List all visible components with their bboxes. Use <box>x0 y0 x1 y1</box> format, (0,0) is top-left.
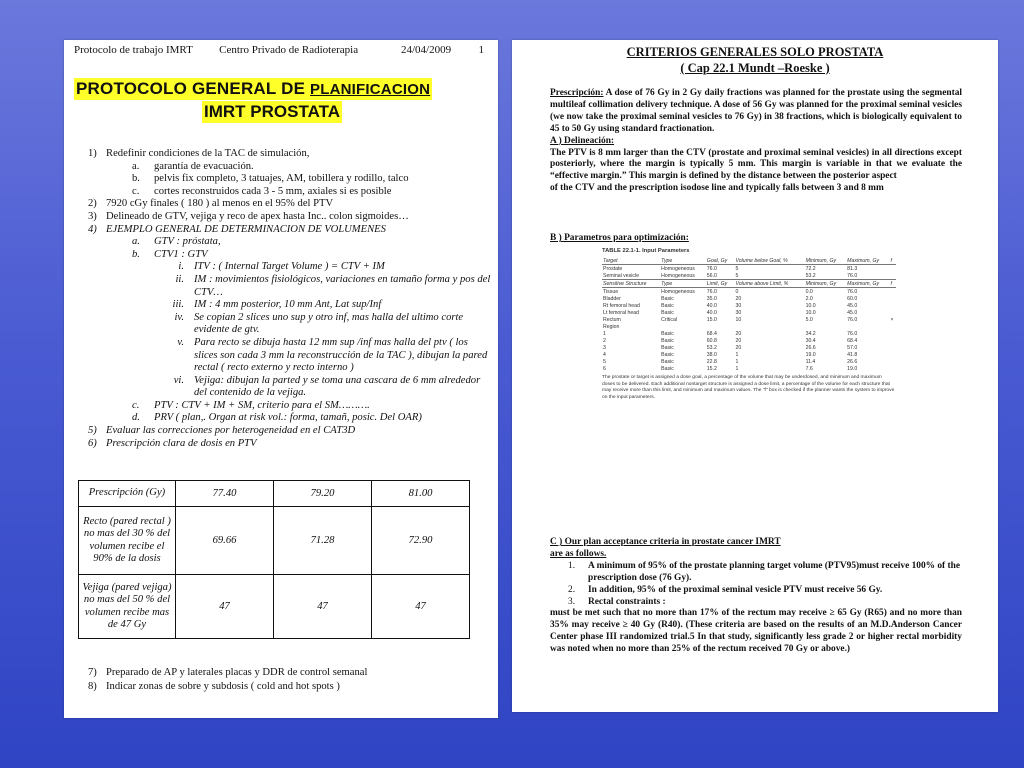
page-title <box>74 78 490 123</box>
table-cell: 5 <box>603 358 606 365</box>
table-cell: 45.0 <box>847 309 858 316</box>
table-cell: Prostate <box>603 265 623 272</box>
table-cell: 0 <box>735 288 739 295</box>
table-cell: 5.0 <box>805 316 813 323</box>
table-cell: 76.0 <box>847 330 858 337</box>
table-cell: 19.0 <box>805 351 816 358</box>
table-cell: Maximum, Gy <box>846 280 889 288</box>
table-row <box>602 272 896 280</box>
table-row <box>79 481 470 507</box>
table-cell: 26.6 <box>847 358 858 365</box>
table-cell: Volume below Goal, % <box>735 257 805 265</box>
parameters-label: B ) Parametros para optimización: <box>550 233 689 243</box>
table-cell: 10 <box>735 316 742 323</box>
table-cell: Recto (pared rectal ) no mas del 30 % del volumen recibe el 90% de la dosis <box>79 507 176 575</box>
table-cell <box>890 288 896 296</box>
table-cell: 10.0 <box>805 302 816 309</box>
table-cell: 4 <box>603 351 606 358</box>
prescription-label: Prescripción: <box>550 88 604 98</box>
table-note: The prostate or target is assigned a dose goal, a percentage of the volume that may be underdosed, and minimum and maximum doses to be delivered. Each additional nontarget structure is assigned a dose limit, a percentage of the volume for each structure that may receive more than this limit, and minimum and maximum values. The "f" box is checked if the planner wants the system to improve on the input parameters. <box>602 375 895 400</box>
outline-item: d. PRV ( plan,. Organ at risk vol.: forma, tamañ, posic. Del OAR) <box>132 412 422 424</box>
page-header <box>74 44 484 56</box>
table-cell <box>890 295 896 302</box>
table-cell: 68.4 <box>847 337 858 344</box>
table-cell: 76.0 <box>846 272 889 280</box>
criteria-page-right <box>512 40 998 712</box>
table-cell: Type <box>660 257 706 265</box>
outline-item: b. pelvis fix completo, 3 tatuajes, AM, tobillera y rodillo, talco <box>132 173 409 185</box>
table-cell: Basic <box>661 337 674 344</box>
table-cell: 30 <box>735 309 742 316</box>
table-cell: 2.0 <box>805 295 813 302</box>
table-cell: 71.28 <box>274 507 372 575</box>
table-cell: 20 <box>735 344 742 351</box>
outline-item: 3) Delineado de GTV, vejiga y reco de apex hasta Inc.. colon sigmoides… <box>88 210 409 222</box>
table-cell <box>890 302 896 309</box>
table-cell: Minimum, Gy <box>805 257 847 265</box>
criteria-section <box>550 537 962 656</box>
table-cell: 45.0 <box>847 302 858 309</box>
table-cell: 19.0 <box>847 365 858 372</box>
outline-item: c. PTV : CTV + IM + SM, criterio para el SM………. <box>132 399 370 411</box>
table-cell: 41.8 <box>847 351 858 358</box>
table-caption: TABLE 22.1-1. Input Parameters <box>602 248 690 254</box>
table-cell: 11.4 <box>805 358 816 365</box>
prescription-text: A dose of 76 Gy in 2 Gy daily fractions was planned for the prostate using the segmental multileaf collimation delivery technique. A dose of 56 Gy was planned for the proximal seminal vesicles (we now take the proximal seminal vesicles to 76 Gy) in 38 fractions, which is biologically equivalent to 45 to 50 Gy using standard fractionation. <box>550 88 962 134</box>
table-cell: Prescripción (Gy) <box>79 481 176 507</box>
outline-item: iv. Se copian 2 slices uno sup y otro inf, mas halla del ultimo corte evidente de gtv. <box>174 311 464 336</box>
table-cell: 76.0 <box>847 288 858 295</box>
protocol-page-left <box>64 40 498 718</box>
outline-item: 5) Evaluar las correcciones por heterogeneidad en el CAT3D <box>88 425 356 437</box>
outline-item: c. cortes reconstruidos cada 3 - 5 mm, axiales si es posible <box>132 185 392 197</box>
list-item: 1. A minimum of 95% of the prostate planning target volume (PTV95)must receive 100% of the prescription dose (76 Gy). <box>568 560 961 583</box>
table-cell <box>890 337 896 344</box>
table-cell <box>890 358 896 365</box>
table-row <box>602 280 896 288</box>
table-cell: 47 <box>274 575 372 639</box>
delineation-text-2: of the CTV and the prescription isodose line and typically falls between 3 and 8 mm <box>550 183 884 194</box>
table-row <box>602 288 896 296</box>
dose-table <box>78 480 470 639</box>
table-cell: 20 <box>735 330 742 337</box>
table-cell: 7.6 <box>805 365 813 372</box>
table-cell: 15.2 <box>706 365 717 372</box>
table-row <box>602 323 896 330</box>
table-cell: Sensitive Structure <box>602 280 660 288</box>
table-cell: 76.0 <box>706 265 717 272</box>
table-cell: Vejiga (pared vejiga) no mas del 50 % del volumen recibe mas de 47 Gy <box>79 575 176 639</box>
table-cell <box>660 323 706 330</box>
table-cell <box>805 323 847 330</box>
table-cell: 79.20 <box>274 481 372 507</box>
table-cell: Basic <box>661 302 674 309</box>
table-cell: Seminal vesicle <box>602 272 660 280</box>
list-item: 8) Indicar zonas de sobre y subdosis ( cold and hot spots ) <box>88 681 340 692</box>
table-cell: Maximum, Gy <box>846 257 889 265</box>
criteria-label: C ) Our plan acceptance criteria in prostate cancer IMRT <box>550 537 781 547</box>
outline-item: v. Para recto se dibuja hasta 12 mm sup /inf mas halla del ptv ( los slices son cada 3 mm la reconstrucción de la TAC ), dibujan la pared rectal ( recto externo y recto interno ) <box>177 336 488 374</box>
table-cell: × <box>890 316 894 323</box>
table-cell: 38.0 <box>706 351 717 358</box>
table-cell <box>890 265 896 273</box>
table-cell: 5 <box>735 272 805 280</box>
title-line-1: PROTOCOLO GENERAL DE PLANIFICACION <box>76 79 431 98</box>
outline-item: ii. IM : movimientos fisiológicos, variaciones en tamaño forma y pos del CTV… <box>175 273 491 298</box>
table-cell: 20 <box>735 295 742 302</box>
table-cell: Minimum, Gy <box>805 280 847 288</box>
criteria-tail: must be met such that no more than 17% of the rectum may receive ≥ 65 Gy (R65) and no more than 35% may receive ≥ 40 Gy (R40). (These criteria are based on the results of an M.D.Anderson Cancer Center phase III randomized trial.5 In that study, significantly less grade 2 or higher rectal morbidity was noted when no more than 25% of the rectum received 70 Gy or above.) <box>550 608 962 655</box>
table-cell: 0.0 <box>805 288 813 295</box>
table-cell <box>890 351 896 358</box>
title-line-1: CRITERIOS GENERALES SOLO PROSTATA <box>626 45 884 59</box>
table-cell: 22.8 <box>706 358 717 365</box>
table-cell <box>890 365 896 372</box>
table-cell: 53.2 <box>706 344 717 351</box>
table-cell: 57.0 <box>847 344 858 351</box>
table-cell: Limit, Gy <box>706 280 735 288</box>
table-cell: 30 <box>735 302 742 309</box>
table-cell: 1 <box>735 365 739 372</box>
table-cell: 5 <box>735 265 739 272</box>
table-cell: Tissue <box>603 288 619 295</box>
table-cell: 60.8 <box>706 337 717 344</box>
header-protocol: Protocolo de trabajo IMRT <box>74 44 193 56</box>
outline-item: a. garantía de evacuación. <box>132 160 254 172</box>
table-cell: 77.40 <box>176 481 274 507</box>
prescription-section <box>550 88 962 195</box>
table-cell: Homogeneous <box>661 265 695 272</box>
table-cell: 30.4 <box>805 337 816 344</box>
table-row <box>602 344 896 351</box>
outline-item: 2) 7920 cGy finales ( 180 ) al menos en el 95% del PTV <box>88 198 334 210</box>
table-row <box>602 309 896 316</box>
table-cell: 76.0 <box>847 316 858 323</box>
table-row <box>602 365 896 372</box>
table-row <box>602 358 896 365</box>
table-cell <box>846 323 889 330</box>
table-cell: 53.2 <box>805 272 847 280</box>
table-cell: 26.6 <box>805 344 816 351</box>
input-parameters-table <box>602 257 896 372</box>
outline-item: iii. IM : 4 mm posterior, 10 mm Ant, Lat sup/Inf <box>172 299 382 311</box>
table-cell: Basic <box>661 344 674 351</box>
table-row <box>602 337 896 344</box>
table-cell: 6 <box>603 365 606 372</box>
table-cell: Type <box>660 280 706 288</box>
list-item: 3. Rectal constraints : <box>568 596 666 607</box>
table-cell: f <box>890 257 896 265</box>
table-cell <box>706 323 735 330</box>
table-cell: 40.0 <box>706 309 717 316</box>
table-cell <box>890 323 896 330</box>
outline-item: b. CTV1 : GTV <box>132 248 208 260</box>
table-cell: 69.66 <box>176 507 274 575</box>
header-center: Centro Privado de Radioterapia <box>219 44 359 56</box>
table-cell <box>890 309 896 316</box>
table-row <box>79 507 470 575</box>
table-cell: 1 <box>735 351 739 358</box>
list-item: 2. In addition, 95% of the proximal seminal vesicle PTV must receive 56 Gy. <box>568 584 883 595</box>
table-cell: Rectum <box>603 316 621 323</box>
protocol-outline <box>88 148 492 450</box>
table-row <box>602 330 896 337</box>
table-cell: f <box>890 280 896 288</box>
table-cell <box>890 272 896 280</box>
header-page-number: 1 <box>478 44 484 56</box>
table-cell: 10.0 <box>805 309 816 316</box>
table-cell: Basic <box>661 351 674 358</box>
table-cell: 81.00 <box>372 481 470 507</box>
footer-items <box>88 666 367 694</box>
outline-item: i. ITV : ( Internal Target Volume ) = CTV + IM <box>178 261 385 273</box>
table-cell: Basic <box>661 295 674 302</box>
table-cell <box>735 323 805 330</box>
table-row <box>602 257 896 265</box>
parameters-section <box>550 233 962 245</box>
title-line-2: IMRT PROSTATA <box>204 102 340 121</box>
table-cell: Basic <box>661 358 674 365</box>
table-cell: 35.0 <box>706 295 717 302</box>
list-item: 7) Preparado de AP y laterales placas y DDR de control semanal <box>88 667 368 678</box>
outline-item: vi. Vejiga: dibujan la parted y se toma una cascara de 6 mm alrededor del contenido de la vejiga. <box>173 374 481 399</box>
table-cell: 72.2 <box>805 265 816 272</box>
delineation-label: A ) Delineación: <box>550 135 615 146</box>
table-cell: Target <box>602 257 660 265</box>
table-cell: Bladder <box>603 295 621 302</box>
table-cell: 1 <box>735 358 739 365</box>
outline-item: 6) Prescripción clara de dosis en PTV <box>88 437 257 449</box>
table-cell: 20 <box>735 337 742 344</box>
title-line-2: ( Cap 22.1 Mundt –Roeske ) <box>680 61 830 75</box>
table-cell: 2 <box>603 337 606 344</box>
outline-item: 4) EJEMPLO GENERAL DE DETERMINACION DE VOLUMENES <box>88 223 386 235</box>
table-cell: Lt femoral head <box>603 309 640 316</box>
criteria-label-2: are as follows. <box>550 548 607 559</box>
table-cell: Homogeneous <box>661 288 695 295</box>
page-title <box>512 44 998 76</box>
table-cell: 60.0 <box>847 295 858 302</box>
table-cell: 68.4 <box>706 330 717 337</box>
outline-item: a. GTV : próstata, <box>132 236 221 248</box>
table-cell: Basic <box>661 309 674 316</box>
table-cell <box>890 344 896 351</box>
table-cell <box>890 330 896 337</box>
table-cell: 1 <box>603 330 606 337</box>
table-cell: 3 <box>603 344 606 351</box>
table-cell: Volume above Limit, % <box>735 280 805 288</box>
table-cell: 76.0 <box>706 288 717 295</box>
table-row <box>602 316 896 323</box>
table-row <box>79 575 470 639</box>
table-cell: 72.90 <box>372 507 470 575</box>
table-cell: Basic <box>661 330 674 337</box>
table-cell: 47 <box>372 575 470 639</box>
table-row <box>602 351 896 358</box>
header-date: 24/04/2009 <box>400 44 452 56</box>
table-cell: 34.2 <box>805 330 816 337</box>
table-cell: 47 <box>176 575 274 639</box>
table-cell: 81.3 <box>847 265 858 272</box>
table-row <box>602 265 896 273</box>
table-cell: Basic <box>661 365 674 372</box>
table-cell: Region <box>603 323 620 330</box>
table-row <box>602 302 896 309</box>
table-cell: Critical <box>661 316 678 323</box>
outline-item: 1) Redefinir condiciones de la TAC de simulación, <box>88 148 310 159</box>
table-row <box>602 295 896 302</box>
table-cell: 15.0 <box>706 316 717 323</box>
table-cell: 40.0 <box>706 302 717 309</box>
table-cell: Homogeneous <box>660 272 706 280</box>
table-cell: Rt femoral head <box>603 302 640 309</box>
table-cell: 56.0 <box>706 272 735 280</box>
input-parameters-table-figure <box>602 248 896 401</box>
table-cell: Goal, Gy <box>706 257 735 265</box>
delineation-text: The PTV is 8 mm larger than the CTV (prostate and proximal seminal vesicles) in all directions except posteriorly, where the margin is typically 5 mm. This margin is variable in that we evaluate the “effective margin.” This margin is defined by the distance between the posterior aspect <box>550 147 962 182</box>
